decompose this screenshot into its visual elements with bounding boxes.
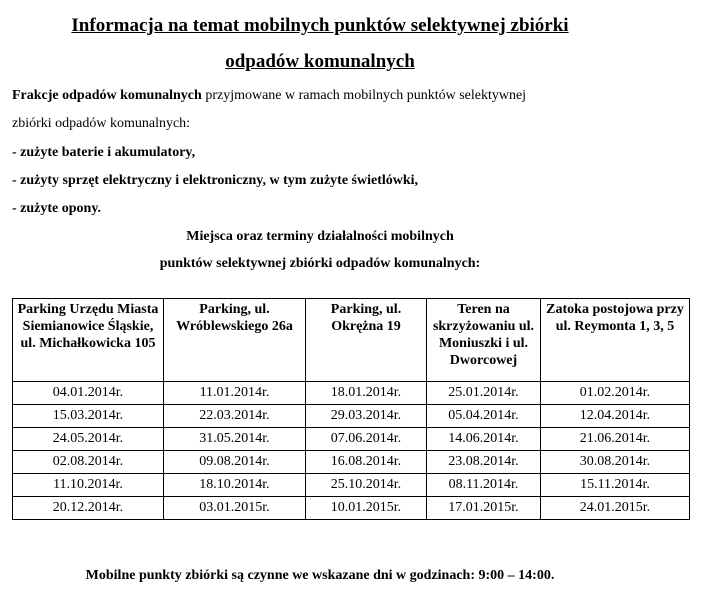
header-location-5: Zatoka postojowa przy ul. Reymonta 1, 3, 5 [541, 299, 690, 382]
table-cell: 18.10.2014r. [164, 474, 306, 497]
schedule-table [12, 298, 690, 520]
page-title-line-1: Informacja na temat mobilnych punktów selektywnej zbiórki [71, 15, 569, 36]
table-cell: 18.01.2014r. [306, 382, 427, 405]
table-cell: 16.08.2014r. [306, 451, 427, 474]
table-cell: 01.02.2014r. [541, 382, 690, 405]
table-cell: 25.10.2014r. [306, 474, 427, 497]
table-cell: 30.08.2014r. [541, 451, 690, 474]
table-cell: 25.01.2014r. [427, 382, 541, 405]
table-cell: 29.03.2014r. [306, 405, 427, 428]
intro-paragraph [12, 87, 526, 105]
table-cell: 15.03.2014r. [13, 405, 164, 428]
table-row [13, 428, 690, 451]
table-cell: 09.08.2014r. [164, 451, 306, 474]
table-cell: 24.01.2015r. [541, 497, 690, 520]
table-cell: 17.01.2015r. [427, 497, 541, 520]
table-cell: 10.01.2015r. [306, 497, 427, 520]
header-location-1: Parking Urzędu Miasta Siemianowice Śląskie, ul. Michałkowicka 105 [13, 299, 164, 382]
table-cell: 23.08.2014r. [427, 451, 541, 474]
table-cell: 07.06.2014r. [306, 428, 427, 451]
header-location-2: Parking, ul. Wróblewskiego 26a [164, 299, 306, 382]
table-row [13, 382, 690, 405]
table-cell: 08.11.2014r. [427, 474, 541, 497]
table-cell: 05.04.2014r. [427, 405, 541, 428]
table-cell: 04.01.2014r. [13, 382, 164, 405]
table-cell: 15.11.2014r. [541, 474, 690, 497]
table-row [13, 451, 690, 474]
table-row [13, 474, 690, 497]
table-cell: 11.10.2014r. [13, 474, 164, 497]
table-cell: 11.01.2014r. [164, 382, 306, 405]
table-header-row [13, 299, 690, 382]
subtitle-line-2: punktów selektywnej zbiórki odpadów komunalnych: [159, 256, 481, 271]
waste-item-electronics: - zużyty sprzęt elektryczny i elektroniczny, w tym zużyte świetlówki, [12, 173, 419, 188]
header-location-4: Teren na skrzyżowaniu ul. Moniuszki i ul. Dworcowej [427, 299, 541, 382]
page-title-line-2: odpadów komunalnych [225, 51, 415, 72]
intro-bold-text: Frakcje odpadów komunalnych [12, 88, 202, 103]
table-row [13, 497, 690, 520]
subtitle-line-1: Miejsca oraz terminy działalności mobilnych [186, 229, 454, 244]
table-cell: 22.03.2014r. [164, 405, 306, 428]
table-row [13, 405, 690, 428]
table-cell: 20.12.2014r. [13, 497, 164, 520]
table-cell: 21.06.2014r. [541, 428, 690, 451]
table-cell: 02.08.2014r. [13, 451, 164, 474]
waste-item-batteries: - zużyte baterie i akumulatory, [12, 145, 196, 160]
table-cell: 24.05.2014r. [13, 428, 164, 451]
intro-paragraph-line-2: zbiórki odpadów komunalnych: [12, 116, 191, 131]
table-cell: 12.04.2014r. [541, 405, 690, 428]
opening-hours-note: Mobilne punkty zbiórki są czynne we wskazane dni w godzinach: 9:00 – 14:00. [85, 568, 555, 583]
table-cell: 14.06.2014r. [427, 428, 541, 451]
waste-item-tires: - zużyte opony. [12, 201, 102, 216]
header-location-3: Parking, ul. Okrężna 19 [306, 299, 427, 382]
table-cell: 31.05.2014r. [164, 428, 306, 451]
table-cell: 03.01.2015r. [164, 497, 306, 520]
intro-text: przyjmowane w ramach mobilnych punktów selektywnej [201, 88, 527, 103]
